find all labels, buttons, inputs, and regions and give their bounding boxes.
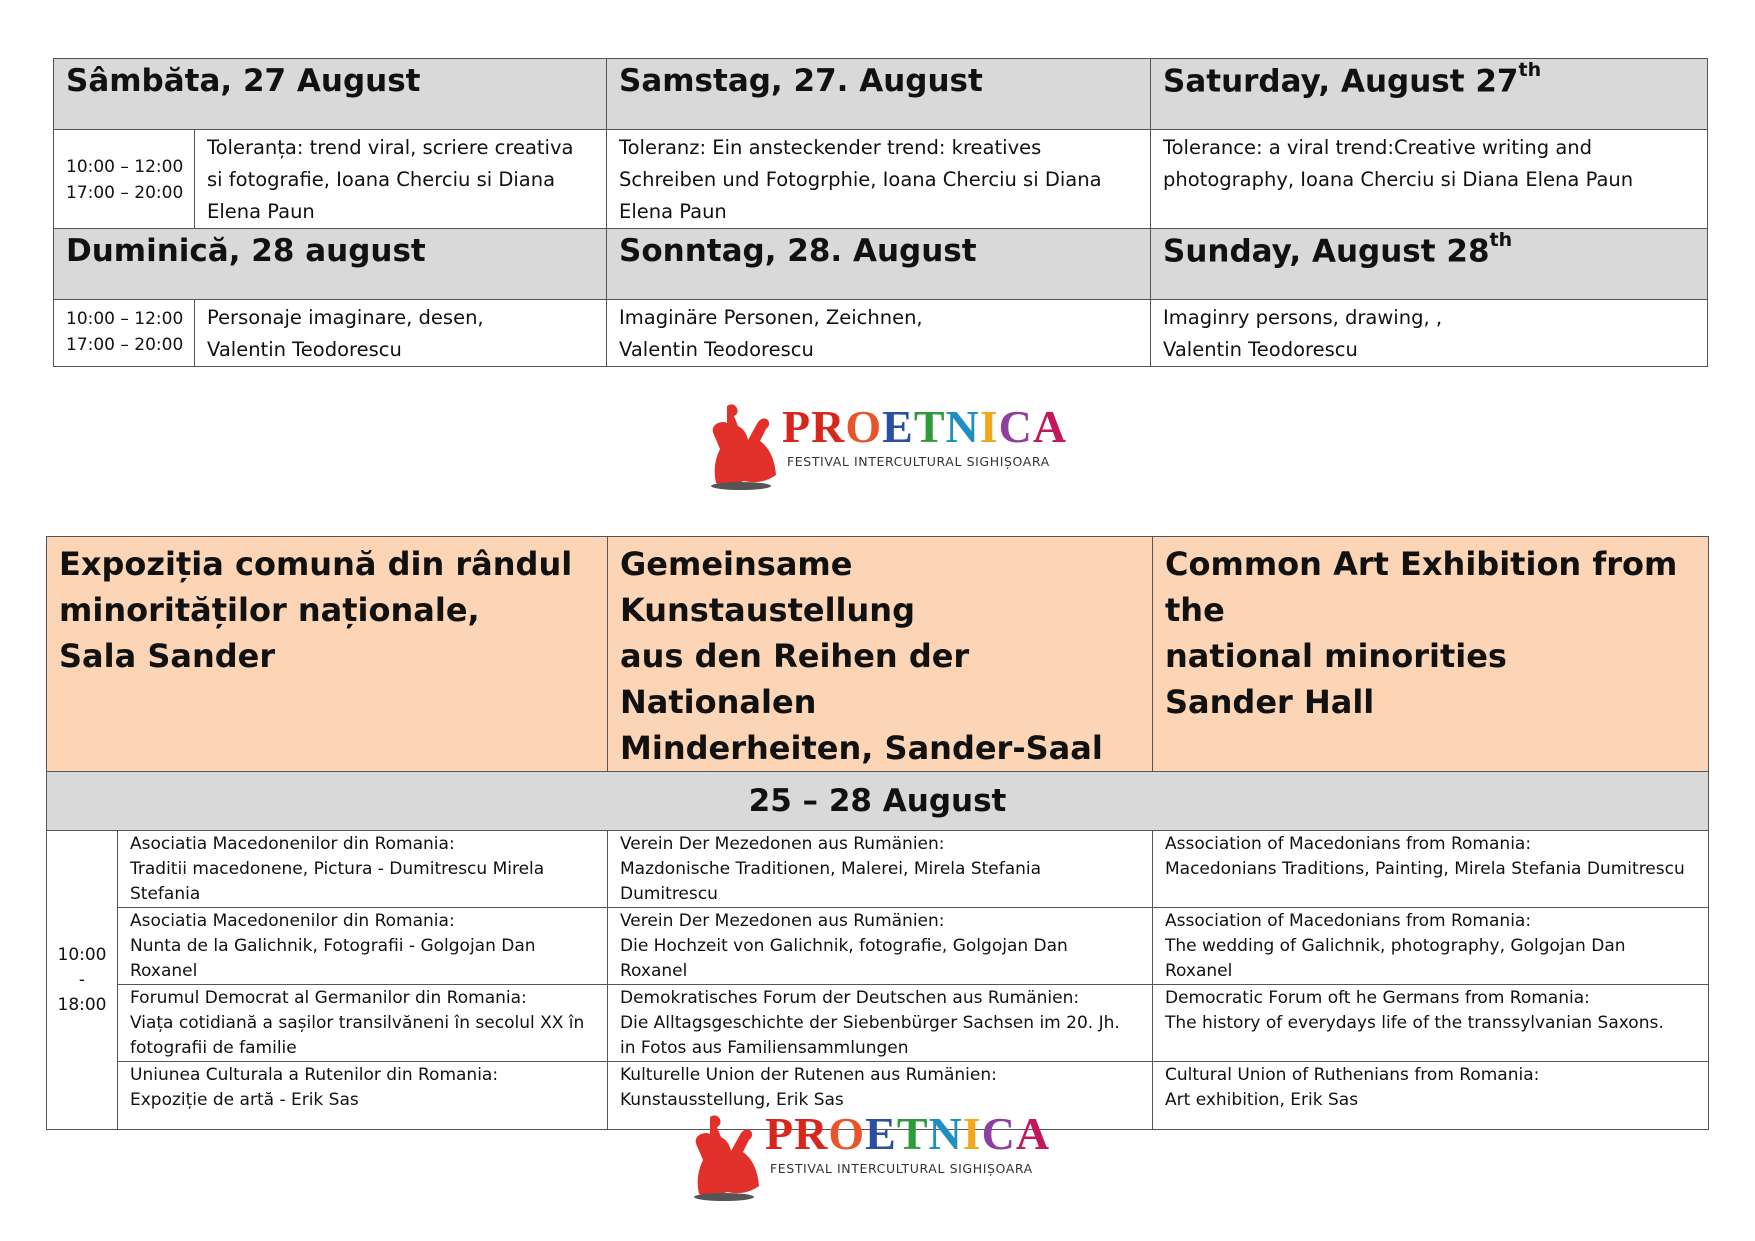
item-ro: Uniunea Culturala a Rutenilor din Romania: Expoziție de artă - Erik Sas <box>118 1062 608 1130</box>
logo-letter: I <box>979 401 999 452</box>
logo-letter: T <box>913 401 946 452</box>
exhibition-header-ro: Expoziția comună din rândul minorităților naționale, Sala Sander <box>47 537 608 772</box>
item-de: Verein Der Mezedonen aus Rumänien: Mazdonische Traditionen, Malerei, Mirela Stefania Dumitrescu <box>608 831 1153 908</box>
logo-letter: I <box>962 1108 982 1159</box>
day-header-en: Sunday, August 28th <box>1151 229 1708 300</box>
exhibition-dates-row <box>47 772 1709 831</box>
dancers-figure-icon <box>688 1109 768 1204</box>
exhibition-dates: 25 – 28 August <box>47 772 1709 831</box>
logo-letter: N <box>928 1108 963 1159</box>
event-de: Toleranz: Ein ansteckender trend: kreatives Schreiben und Fotogrphie, Ioana Cherciu si Diana Elena Paun <box>607 130 1151 229</box>
item-de: Verein Der Mezedonen aus Rumänien: Die Hochzeit von Galichnik, fotografie, Golgojan Dan Roxanel <box>608 908 1153 985</box>
item-en: Democratic Forum oft he Germans from Romania: The history of everydays life of the transsylvanian Saxons. <box>1153 985 1709 1062</box>
logo-letter: R <box>811 401 846 452</box>
item-ro: Asociatia Macedonenilor din Romania: Traditii macedonene, Pictura - Dumitrescu Mirela Stefania <box>118 831 608 908</box>
day-event-row <box>54 300 1708 367</box>
day-header-en: Saturday, August 27th <box>1151 59 1708 130</box>
day-header-de: Samstag, 27. August <box>607 59 1151 130</box>
item-en: Association of Macedonians from Romania: Macedonians Traditions, Painting, Mirela Stefania Dumitrescu <box>1153 831 1709 908</box>
proetnica-logo <box>688 1108 1051 1204</box>
logo-letter: N <box>945 401 980 452</box>
exhibition-item-row <box>47 831 1709 908</box>
event-en: Tolerance: a viral trend:Creative writing and photography, Ioana Cherciu si Diana Elena Paun <box>1151 130 1708 229</box>
item-en: Association of Macedonians from Romania: The wedding of Galichnik, photography, Golgojan Dan Roxanel <box>1153 908 1709 985</box>
exhibition-header-row <box>47 537 1709 772</box>
exhibition-header-de: Gemeinsame Kunstaustellung aus den Reihen der Nationalen Minderheiten, Sander-Saal <box>608 537 1153 772</box>
exhibition-time: 10:00 - 18:00 <box>47 831 118 1130</box>
dancers-figure-icon <box>705 398 785 493</box>
logo-wordmark <box>765 1107 1050 1160</box>
weekend-schedule-table <box>53 58 1708 367</box>
item-ro: Asociatia Macedonenilor din Romania: Nunta de la Galichnik, Fotografii - Golgojan Dan Roxanel <box>118 908 608 985</box>
logo-letter: E <box>865 1108 897 1159</box>
logo-wordmark <box>782 400 1067 453</box>
item-en: Cultural Union of Ruthenians from Romania: Art exhibition, Erik Sas <box>1153 1062 1709 1130</box>
exhibition-item-row <box>47 908 1709 985</box>
event-de: Imaginäre Personen, Zeichnen, Valentin Teodorescu <box>607 300 1151 367</box>
logo-subtitle: FESTIVAL INTERCULTURAL SIGHIȘOARA <box>770 1161 1033 1176</box>
event-time: 10:00 – 12:00 17:00 – 20:00 <box>54 300 195 367</box>
logo-letter: R <box>794 1108 829 1159</box>
logo-letter: C <box>981 1108 1016 1159</box>
logo-letter: O <box>845 401 883 452</box>
item-de: Kulturelle Union der Rutenen aus Rumänien: Kunstausstellung, Erik Sas <box>608 1062 1153 1130</box>
exhibition-table <box>46 536 1709 1130</box>
day-event-row <box>54 130 1708 229</box>
exhibition-item-row <box>47 985 1709 1062</box>
event-ro: Personaje imaginare, desen, Valentin Teodorescu <box>195 300 607 367</box>
logo-letter: A <box>1015 1108 1051 1159</box>
event-time: 10:00 – 12:00 17:00 – 20:00 <box>54 130 195 229</box>
logo-letter: O <box>828 1108 866 1159</box>
item-ro: Forumul Democrat al Germanilor din Romania: Viața cotidiană a sașilor transilvăneni în secolul XX în fotografii de familie <box>118 985 608 1062</box>
day-header-ro: Duminică, 28 august <box>54 229 607 300</box>
day-header-row <box>54 59 1708 130</box>
logo-letter: E <box>882 401 914 452</box>
proetnica-logo <box>705 398 1068 493</box>
logo-letter: T <box>896 1108 929 1159</box>
logo-letter: P <box>782 401 812 452</box>
event-ro: Toleranța: trend viral, scriere creativa si fotografie, Ioana Cherciu si Diana Elena Paun <box>195 130 607 229</box>
item-de: Demokratisches Forum der Deutschen aus Rumänien: Die Alltagsgeschichte der Siebenbürger Sachsen im 20. Jh. in Fotos aus Familiensammlungen <box>608 985 1153 1062</box>
event-en: Imaginry persons, drawing, , Valentin Teodorescu <box>1151 300 1708 367</box>
day-header-de: Sonntag, 28. August <box>607 229 1151 300</box>
logo-letter: C <box>998 401 1033 452</box>
exhibition-header-en: Common Art Exhibition from the national minorities Sander Hall <box>1153 537 1709 772</box>
day-header-ro: Sâmbăta, 27 August <box>54 59 607 130</box>
logo-subtitle: FESTIVAL INTERCULTURAL SIGHIȘOARA <box>787 454 1050 469</box>
day-header-row <box>54 229 1708 300</box>
logo-letter: A <box>1032 401 1068 452</box>
logo-letter: P <box>765 1108 795 1159</box>
